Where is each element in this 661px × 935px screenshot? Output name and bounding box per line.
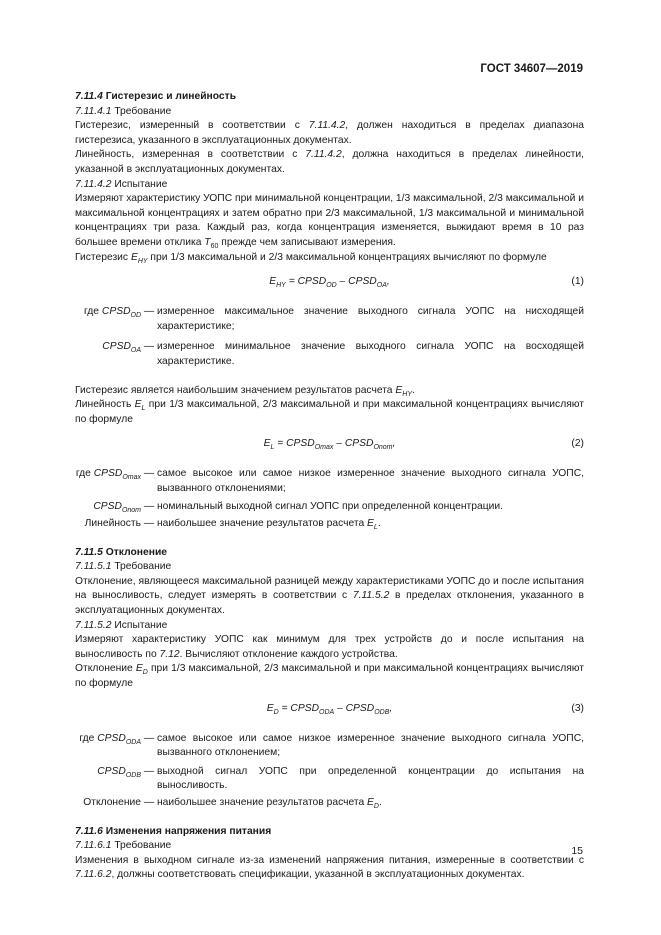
definitions-2 xyxy=(75,467,584,531)
definition-item: $CPSD_{OA}$ — измеренное минимальное значение выходного сигнала УОПС на восходящей характеристике. xyxy=(102,341,584,367)
paragraph: Гистерезис является наибольшим значением результатов расчета $E_{HY}$. xyxy=(75,384,415,398)
formula-number: (1) xyxy=(571,276,584,288)
paragraph: Отклонение $E_D$ при 1/3 максимальной, 2/3 максимальной и при максимальной концентрациях вычисляют по формуле xyxy=(75,663,584,689)
paragraph: Линейность $E_L$ при 1/3 максимальной, 2/3 максимальной и при максимальной концентрациях вычисляют по формуле xyxy=(75,399,584,425)
document-body xyxy=(75,90,584,883)
section-heading-7-11-5: 7.11.5 Отклонение xyxy=(75,546,167,558)
formula-1: $E_{HY}$ = $CPSD_{OD}$ – $CPSD_{OA}$, (1) xyxy=(269,276,584,290)
paragraph: Отклонение, являющееся максимальной разницей между характеристиками УОПС до и после испытания на выносливость, следует измерять в соответствии с 7.11.5.2 в пределах отклонения, указанного в эксплуатационных документах. xyxy=(75,575,585,617)
section-heading-7-11-6: 7.11.6 Изменения напряжения питания xyxy=(75,825,272,837)
formula-number: (3) xyxy=(571,702,584,714)
definitions-3 xyxy=(75,732,584,811)
subsection-7-11-5-2: 7.11.5.2 Испытание xyxy=(75,619,168,631)
page-number: 15 xyxy=(571,845,583,857)
definition-item: $CPSD_{Onom}$ — номинальный выходной сигнал УОПС при определенной концентрации. xyxy=(93,501,503,515)
paragraph: Изменения в выходном сигнале из-за изменений напряжения питания, измеренные в соответствии с 7.11.6.2, должны соответствовать спецификации, указанной в эксплуатационных документах. xyxy=(75,854,584,881)
formula-number: (2) xyxy=(571,438,584,450)
definition-item: Отклонение — наибольшее значение результатов расчета $E_D$. xyxy=(83,796,382,810)
paragraph: Измеряют характеристику УОПС при минимальной концентрации, 1/3 максимальной, 2/3 максимальной и максимальной концентрациях и затем обратно при 2/3 максимальной, 1/3 максимальной и минимальной концентрациях три раза. Каждый раз, когда концентрация изменяется, выжидают время в 10 раз большее времени отклика $T_{60}$ прежде чем записывают измерения. xyxy=(75,193,584,250)
paragraph: Линейность, измеренная в соответствии с 7.11.4.2, должна находиться в пределах линейности, указанной в эксплуатационных документах. xyxy=(75,149,584,175)
paragraph: Измеряют характеристику УОПС как минимум для трех устройств до и после испытания на выносливость по 7.12. Вычисляют отклонение каждого устройства. xyxy=(75,634,584,660)
subsection-7-11-5-1: 7.11.5.1 Требование xyxy=(75,561,172,573)
subsection-7-11-4-1: 7.11.4.1 Требование xyxy=(75,105,172,117)
subsection-7-11-6-1: 7.11.6.1 Требование xyxy=(75,840,172,852)
formula-3: $E_D$ = $CPSD_{ODA}$ – $CPSD_{ODB}$, (3) xyxy=(266,702,584,716)
subsection-7-11-4-2: 7.11.4.2 Испытание xyxy=(75,178,168,190)
definition-item: $CPSD_{ODB}$ — выходной сигнал УОПС при определенной концентрации до испытания на выносливость. xyxy=(97,765,584,792)
definition-item: где $CPSD_{Omax}$ — самое высокое или самое низкое измеренное значение выходного сигнала УОПС, вызванного отклонениями; xyxy=(75,468,584,494)
definition-item: где $CPSD_{ODA}$ — самое высокое или самое низкое измеренное значение выходного сигнала УОПС, вызванного отклонением; xyxy=(79,732,584,759)
paragraph: Гистерезис $E_{HY}$ при 1/3 максимальной и 2/3 максимальной концентрациях вычисляют по формуле xyxy=(75,251,547,265)
section-heading-7-11-4: 7.11.4 Гистерезис и линейность xyxy=(75,91,237,102)
paragraph: Гистерезис, измеренный в соответствии с 7.11.4.2, должен находиться в пределах диапазона гистерезиса, указанного в эксплуатационных документах. xyxy=(75,120,585,146)
definitions-1 xyxy=(75,305,584,369)
document-code: ГОСТ 34607—2019 xyxy=(480,63,583,75)
definition-item: Линейность — наибольшее значение результатов расчета $E_L$. xyxy=(84,518,381,532)
definition-item: где $CPSD_{OD}$ — измеренное максимальное значение выходного сигнала УОПС на нисходящей характеристике; xyxy=(84,306,584,332)
formula-2: $E_L$ = $CPSD_{Omax}$ – $CPSD_{Onom}$, (2) xyxy=(263,438,584,452)
